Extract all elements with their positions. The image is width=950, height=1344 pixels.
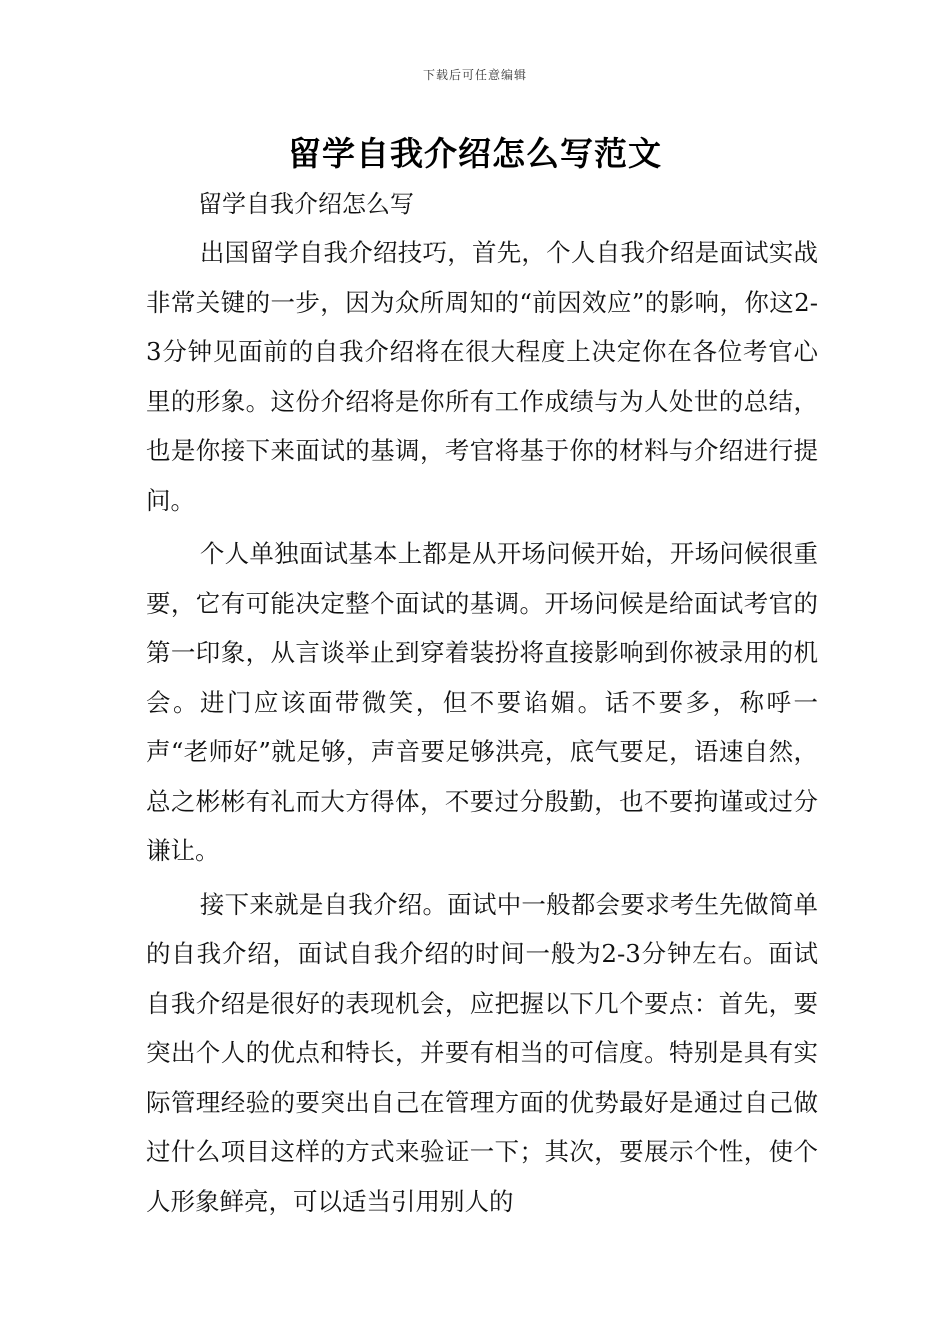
document-subheading: 留学自我介绍怎么写 — [198, 190, 414, 218]
document-body — [146, 228, 818, 1226]
paragraph: 接下来就是自我介绍。面试中一般都会要求考生先做简单的自我介绍，面试自我介绍的时间一般为2-3分钟左右。面试自我介绍是很好的表现机会，应把握以下几个要点：首先，要突出个人的优点和特长，并要有相当的可信度。特别是具有实际管理经验的要突出自己在管理方面的优势最好是通过自己做过什么项目这样的方式来验证一下；其次，要展示个性，使个人形象鲜亮，可以适当引用别人的 — [146, 889, 818, 1216]
header-note: 下载后可任意编辑 — [422, 68, 527, 82]
paragraph: 出国留学自我介绍技巧，首先，个人自我介绍是面试实战非常关键的一步，因为众所周知的“前因效应”的影响，你这2-3分钟见面前的自我介绍将在很大程度上决定你在各位考官心里的形象。这份介绍将是你所有工作成绩与为人处世的总结，也是你接下来面试的基调，考官将基于你的材料与介绍进行提问。 — [146, 238, 818, 515]
document-title: 留学自我介绍怎么写范文 — [288, 134, 662, 173]
paragraph: 个人单独面试基本上都是从开场问候开始，开场问候很重要，它有可能决定整个面试的基调。开场问候是给面试考官的第一印象，从言谈举止到穿着装扮将直接影响到你被录用的机会。进门应该面带微笑，但不要谄媚。话不要多，称呼一声“老师好”就足够，声音要足够洪亮，底气要足，语速自然，总之彬彬有礼而大方得体，不要过分殷勤，也不要拘谨或过分谦让。 — [146, 539, 818, 865]
